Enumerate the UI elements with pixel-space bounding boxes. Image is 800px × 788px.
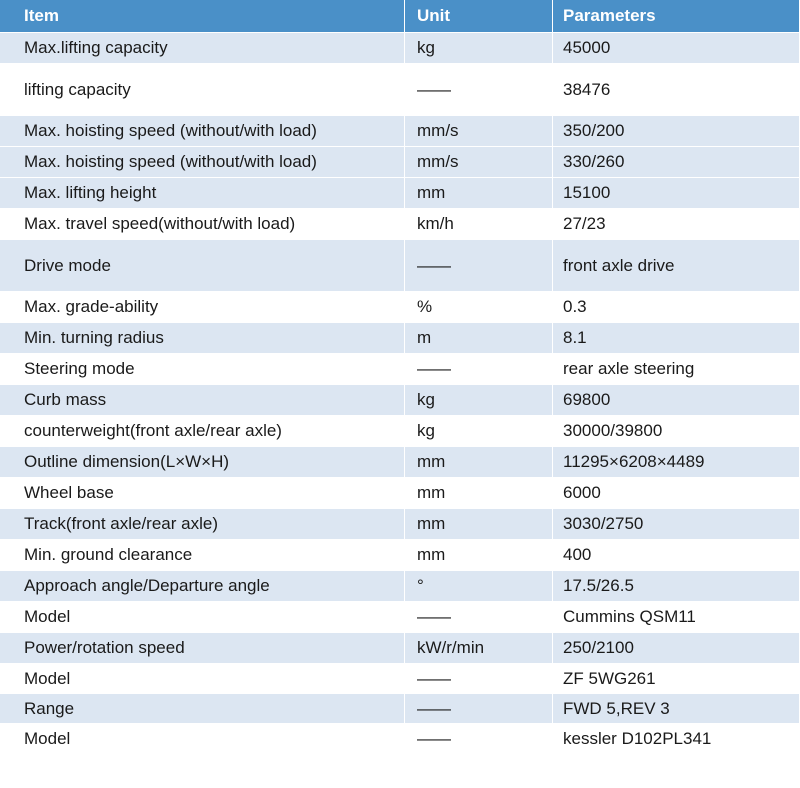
- cell-unit: ——: [405, 694, 553, 724]
- cell-item: Max. hoisting speed (without/with load): [0, 116, 405, 147]
- cell-item: Range: [0, 694, 405, 724]
- cell-parameter: 30000/39800: [553, 416, 800, 447]
- cell-unit: mm/s: [405, 147, 553, 178]
- cell-item: Max.lifting capacity: [0, 33, 405, 64]
- table-row: [0, 509, 800, 540]
- table-row: [0, 385, 800, 416]
- cell-item: Steering mode: [0, 354, 405, 385]
- table-row: [0, 602, 800, 633]
- cell-unit: ——: [405, 354, 553, 385]
- table-row: [0, 292, 800, 323]
- cell-unit: %: [405, 292, 553, 323]
- header-item: Item: [0, 0, 405, 33]
- cell-parameter: 15100: [553, 178, 800, 209]
- cell-item: Track(front axle/rear axle): [0, 509, 405, 540]
- cell-parameter: 8.1: [553, 323, 800, 354]
- cell-parameter: 38476: [553, 64, 800, 116]
- cell-parameter: 11295×6208×4489: [553, 447, 800, 478]
- cell-unit: kW/r/min: [405, 633, 553, 664]
- cell-parameter: 0.3: [553, 292, 800, 323]
- table-body: [0, 33, 800, 754]
- cell-parameter: Cummins QSM11: [553, 602, 800, 633]
- cell-unit: kg: [405, 33, 553, 64]
- table-row: [0, 540, 800, 571]
- cell-parameter: 250/2100: [553, 633, 800, 664]
- cell-item: counterweight(front axle/rear axle): [0, 416, 405, 447]
- cell-parameter: FWD 5,REV 3: [553, 694, 800, 724]
- cell-item: Max. hoisting speed (without/with load): [0, 147, 405, 178]
- cell-parameter: 17.5/26.5: [553, 571, 800, 602]
- cell-parameter: 400: [553, 540, 800, 571]
- cell-item: Min. ground clearance: [0, 540, 405, 571]
- table-row: [0, 147, 800, 178]
- cell-unit: kg: [405, 416, 553, 447]
- table-row: [0, 116, 800, 147]
- cell-item: Model: [0, 724, 405, 754]
- table-row: [0, 64, 800, 116]
- cell-item: Max. lifting height: [0, 178, 405, 209]
- cell-unit: mm/s: [405, 116, 553, 147]
- cell-item: Max. travel speed(without/with load): [0, 209, 405, 240]
- cell-item: Min. turning radius: [0, 323, 405, 354]
- cell-parameter: 45000: [553, 33, 800, 64]
- cell-parameter: 69800: [553, 385, 800, 416]
- cell-item: Wheel base: [0, 478, 405, 509]
- table-row: [0, 323, 800, 354]
- cell-parameter: ZF 5WG261: [553, 664, 800, 694]
- cell-unit: m: [405, 323, 553, 354]
- cell-unit: °: [405, 571, 553, 602]
- cell-unit: ——: [405, 602, 553, 633]
- table-row: [0, 664, 800, 694]
- cell-parameter: rear axle steering: [553, 354, 800, 385]
- cell-parameter: 350/200: [553, 116, 800, 147]
- cell-item: Max. grade-ability: [0, 292, 405, 323]
- cell-unit: km/h: [405, 209, 553, 240]
- cell-unit: kg: [405, 385, 553, 416]
- table-row: [0, 571, 800, 602]
- table-row: [0, 724, 800, 754]
- cell-item: Outline dimension(L×W×H): [0, 447, 405, 478]
- cell-item: Approach angle/Departure angle: [0, 571, 405, 602]
- cell-item: Model: [0, 602, 405, 633]
- cell-parameter: 6000: [553, 478, 800, 509]
- table-row: [0, 209, 800, 240]
- cell-unit: mm: [405, 540, 553, 571]
- table-row: [0, 447, 800, 478]
- cell-parameter: kessler D102PL341: [553, 724, 800, 754]
- table-row: [0, 354, 800, 385]
- cell-unit: ——: [405, 64, 553, 116]
- table-row: [0, 178, 800, 209]
- cell-item: Drive mode: [0, 240, 405, 292]
- cell-item: Power/rotation speed: [0, 633, 405, 664]
- cell-parameter: 3030/2750: [553, 509, 800, 540]
- cell-parameter: 330/260: [553, 147, 800, 178]
- table-row: [0, 33, 800, 64]
- table-row: [0, 240, 800, 292]
- cell-item: Curb mass: [0, 385, 405, 416]
- cell-unit: mm: [405, 447, 553, 478]
- table-row: [0, 694, 800, 724]
- header-parameters: Parameters: [553, 0, 800, 33]
- cell-unit: ——: [405, 724, 553, 754]
- cell-parameter: 27/23: [553, 209, 800, 240]
- cell-item: lifting capacity: [0, 64, 405, 116]
- cell-unit: mm: [405, 478, 553, 509]
- table-row: [0, 416, 800, 447]
- cell-unit: ——: [405, 240, 553, 292]
- cell-item: Model: [0, 664, 405, 694]
- table-row: [0, 478, 800, 509]
- table-row: [0, 633, 800, 664]
- cell-unit: mm: [405, 178, 553, 209]
- cell-parameter: front axle drive: [553, 240, 800, 292]
- table-header: [0, 0, 800, 33]
- header-unit: Unit: [405, 0, 553, 33]
- cell-unit: mm: [405, 509, 553, 540]
- cell-unit: ——: [405, 664, 553, 694]
- header-row: [0, 0, 800, 33]
